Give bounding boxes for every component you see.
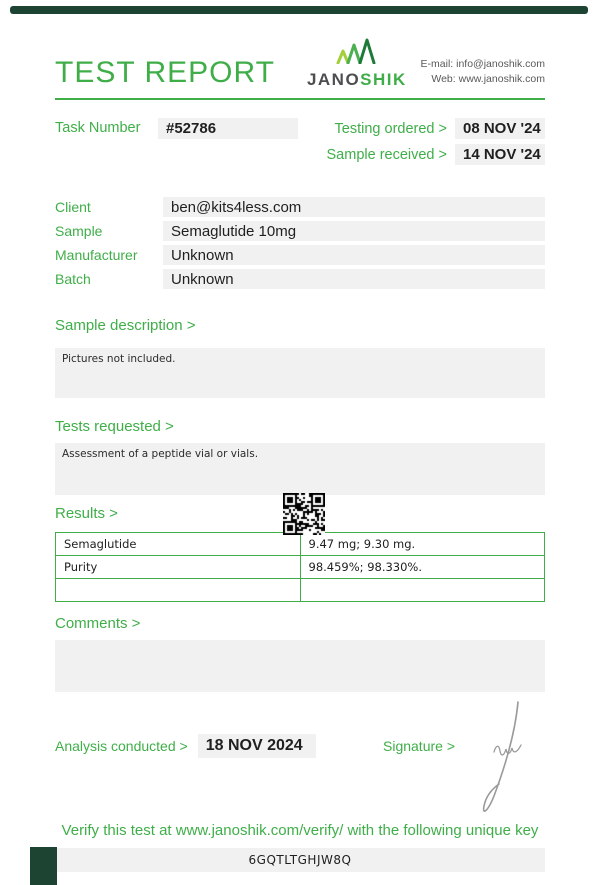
detail-row-batch (55, 269, 545, 289)
task-dates-row (55, 118, 545, 165)
results-heading: Results > (55, 505, 118, 522)
analyte-amount: 9.47 mg; 9.30 mg. (300, 533, 545, 556)
header-divider (55, 98, 545, 100)
client-label: Client (55, 199, 91, 215)
empty-cell-left (56, 579, 301, 602)
qr-code (283, 493, 325, 535)
sample-details (55, 197, 545, 289)
tests-requested-box: Assessment of a peptide vial or vials. (55, 443, 545, 495)
results-row-purity (56, 556, 545, 579)
janoshik-logo (307, 38, 407, 88)
email-value: info@janoshik.com (456, 57, 545, 70)
task-number-value: #52786 (158, 118, 298, 139)
web-label: Web: (431, 73, 456, 86)
manufacturer-value: Unknown (163, 245, 545, 265)
sample-value: Semaglutide 10mg (163, 221, 545, 241)
contact-email-line (421, 57, 545, 73)
detail-row-manufacturer (55, 245, 545, 265)
analyte-name: Semaglutide (56, 533, 301, 556)
sample-received-row (327, 144, 546, 165)
manufacturer-label: Manufacturer (55, 247, 138, 263)
results-row-empty (56, 579, 545, 602)
page-title: TEST REPORT (55, 56, 275, 89)
empty-cell-right (300, 579, 545, 602)
sample-received-label: Sample received > (326, 146, 447, 163)
purity-name: Purity (56, 556, 301, 579)
comments-box (55, 640, 545, 692)
purity-amount: 98.459%; 98.330%. (300, 556, 545, 579)
contact-web-line (421, 72, 545, 88)
bottom-accent-block (30, 847, 57, 885)
analysis-date-value: 18 NOV 2024 (198, 734, 316, 758)
signature-label: Signature > (383, 738, 455, 754)
testing-ordered-row (327, 118, 546, 139)
results-table (55, 532, 545, 602)
sample-description-heading: Sample description > (55, 317, 196, 334)
analysis-conducted-label: Analysis conducted > (55, 738, 188, 754)
signature-scribble (478, 700, 530, 820)
logo-chart-icon (335, 38, 379, 69)
tests-requested-heading: Tests requested > (55, 418, 174, 435)
top-accent-bar (10, 6, 588, 14)
dates-column (327, 118, 546, 165)
verify-instruction: Verify this test at www.janoshik.com/verify/ with the following unique key (61, 822, 539, 839)
verify-key-value: 6GQTLTGHJW8Q (248, 853, 352, 867)
analysis-row (55, 734, 545, 758)
logo-text-jano: JANO (306, 70, 361, 89)
testing-ordered-label: Testing ordered > (334, 120, 447, 137)
detail-row-client (55, 197, 545, 217)
web-value: www.janoshik.com (458, 73, 545, 86)
sample-label: Sample (55, 223, 103, 239)
report-header (55, 38, 545, 88)
testing-ordered-value: 08 NOV '24 (455, 118, 545, 139)
email-label: E-mail: (420, 57, 454, 70)
client-value: ben@kits4less.com (163, 197, 545, 217)
logo-wordmark (307, 71, 407, 88)
task-number-label: Task Number (55, 120, 141, 136)
batch-value: Unknown (163, 269, 545, 289)
detail-row-sample (55, 221, 545, 241)
sample-description-box: Pictures not included. (55, 348, 545, 398)
contact-info (421, 57, 545, 89)
sample-received-value: 14 NOV '24 (455, 144, 545, 165)
logo-text-shik: SHIK (360, 70, 407, 89)
comments-heading: Comments > (55, 615, 141, 632)
results-row-analyte (56, 533, 545, 556)
verify-key-bar (55, 848, 545, 872)
batch-label: Batch (55, 271, 91, 287)
results-section (55, 505, 545, 602)
